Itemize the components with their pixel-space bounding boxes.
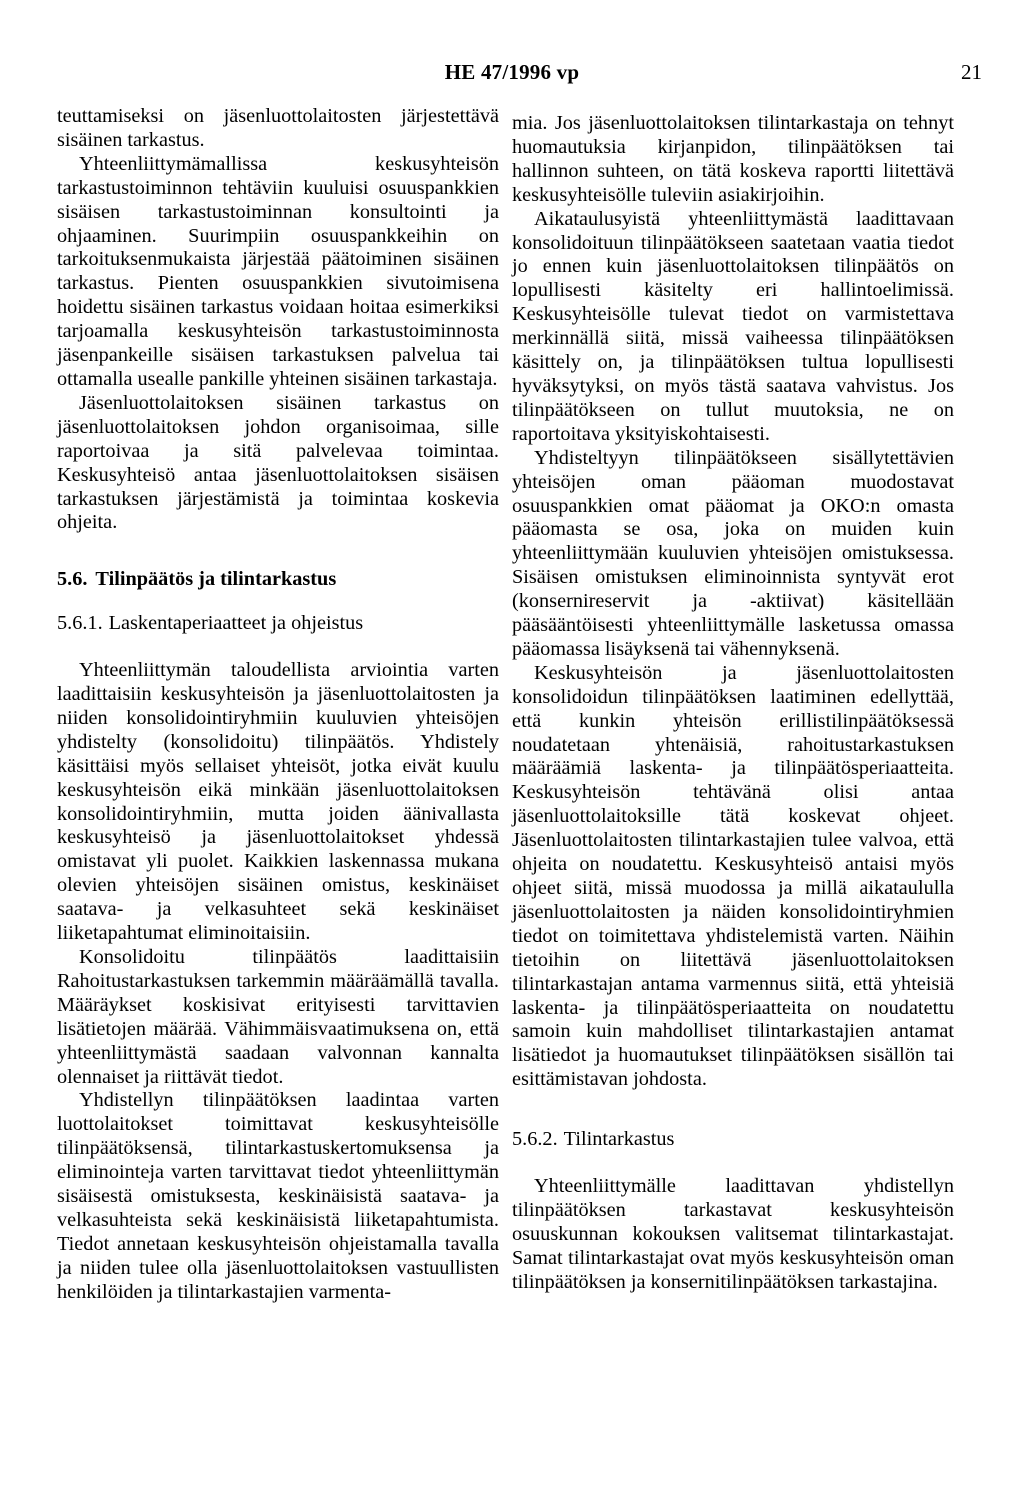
subsection-heading (57, 612, 499, 636)
paragraph: Yhteenliittymälle laadittavan yhdistellyn tilinpäätöksen tarkastavat keskusyhteisön osuuskunnan kokouksen valitsemat tilintarkastajat. Samat tilintarkastajat ovat myös keskusyhteisön oman tilinpäätöksen ja konsernitilinpäätöksen tarkastajina. (512, 1175, 954, 1293)
section-number: 5.6. (57, 568, 88, 591)
paragraph: Jäsenluottolaitoksen sisäinen tarkastus on jäsenluottolaitoksen johdon organisoimaa, sille raportoivaa ja sitä palvelevaa toimintaa. Keskusyhteisö antaa jäsenluottolaitoksen sisäisen tarkastuksen järjestämistä ja toimintaa koskevia ohjeita. (57, 391, 499, 534)
section-heading (57, 568, 499, 592)
left-column (57, 105, 499, 1305)
paragraph: Yhteenliittymämallissa keskusyhteisön tarkastustoiminnon tehtäviin kuuluisi osuuspankkien sisäisen tarkastustoiminnan konsultointi ja ohjaaminen. Suurimpiin osuuspankkeihin on tarkoituksenmukaista järjestää päätoiminen sisäinen tarkastus. Pienten osuuspankkien sivutoimisena hoidettu sisäinen tarkastus voidaan hoitaa esimerkiksi tarjoamalla keskusyhteisön tarkastustoiminnosta jäsenpankeille sisäisen tarkastuksen palvelua tai ottamalla usealle pankille yhteinen sisäinen tarkastaja. (57, 152, 499, 390)
right-column (512, 112, 954, 1295)
paragraph: Yhdisteltyyn tilinpäätökseen sisällytettävien yhteisöjen oman pääoman muodostavat osuuspankkien omat pääomat ja OKO:n omasta pääomasta se osa, joka on muiden kuin yhteenliittymään kuuluvien yhteisöjen omistuksessa. Sisäisen omistuksen eliminoinnista syntyvät erot (konsernireservit ja -aktiivat) käsitellään pääsääntöisesti yhteenliittymälle lasketussa omassa pääomassa lisäyksenä tai vähennyksenä. (512, 446, 954, 660)
subsection-heading (512, 1128, 954, 1152)
page-header-title: HE 47/1996 vp (444, 60, 580, 84)
paragraph: Aikataulusyistä yhteenliittymästä laadittavaan konsolidoituun tilinpäätökseen saatetaan vaatia tiedot jo ennen kuin jäsenluottolaitoksen tilinpäätös on lopullisesti käsitelty eri hallintoelimissä. Keskusyhteisölle tulevat tiedot on varmistettava merkinnällä siitä, missä vaiheessa tilinpäätöksen käsittely on, ja tilinpäätöksen tultua lopullisesti hyväksytyksi, on myös tästä saatava vahvistus. Jos tilinpäätökseen on tullut muutoksia, ne on raportoitava yksityiskohtaisesti. (512, 207, 954, 445)
paragraph: mia. Jos jäsenluottolaitoksen tilintarkastaja on tehnyt huomautuksia kirjanpidon, tilinpäätöksen tai hallinnon suhteen, on tätä koskeva raportti liitettävä keskusyhteisölle tuleviin asiakirjoihin. (512, 112, 954, 206)
paragraph: Yhdistellyn tilinpäätöksen laadintaa varten luottolaitokset toimittavat keskusyhteisölle tilinpäätöksensä, tilintarkastuskertomuksensa ja eliminointeja varten tarvittavat tiedot yhteenliittymän sisäisestä omistuksesta, keskinäisistä saatava- ja velkasuhteista sekä keskinäisistä liiketapahtumista. Tiedot annetaan keskusyhteisön ohjeistamalla tavalla ja niiden tulee olla jäsenluottolaitoksen vastuullisten henkilöiden ja tilintarkastajien varmenta- (57, 1089, 499, 1303)
subsection-number: 5.6.1. (57, 612, 103, 635)
paragraph: teuttamiseksi on jäsenluottolaitosten järjestettävä sisäinen tarkastus. (57, 105, 499, 151)
page-number: 21 (961, 60, 982, 84)
paragraph: Yhteenliittymän taloudellista arviointia varten laadittaisiin keskusyhteisön ja jäsenluottolaitosten ja niiden konsolidointiryhmiin kuuluvien yhteisöjen yhdistelty (konsolidoitu) tilinpäätös. Yhdistely käsittäisi myös sellaiset yhteisöt, jotka eivät kuulu keskusyhteisön eikä minkään jäsenluottolaitoksen konsolidointiryhmiin, mutta joiden äänivallasta keskusyhteisö ja jäsenluottolaitokset yhdessä omistavat yli puolet. Kaikkien laskennassa mukana olevien yhteisöjen sisäinen omistus, keskinäiset saatava- ja velkasuhteet sekä keskinäiset liiketapahtumat eliminoitaisiin. (57, 659, 499, 945)
subsection-title: Laskentaperiaatteet ja ohjeistus (108, 612, 364, 635)
subsection-number: 5.6.2. (512, 1128, 558, 1151)
section-title: Tilinpäätös ja tilintarkastus (95, 568, 337, 591)
paragraph: Keskusyhteisön ja jäsenluottolaitosten konsolidoidun tilinpäätöksen laatiminen edellyttää, että kunkin yhteisön erillistilinpäätöksessä noudatetaan yhtenäisiä, rahoitustarkastuksen määräämiä laskenta- ja tilinpäätösperiaatteita. Keskusyhteisön tehtävänä olisi antaa jäsenluottolaitoksille tätä koskevat ohjeet. Jäsenluottolaitosten tilintarkastajien tulee valvoa, että ohjeita on noudatettu. Keskusyhteisö antaisi myös ohjeet siitä, missä muodossa ja millä aikataululla jäsenluottolaitosten ja näiden konsolidointiryhmien tiedot on toimitettava yhdistelemistä varten. Näihin tietoihin on liitettävä jäsenluottolaitoksen tilintarkastajan antama varmennus siitä, että yhteisiä laskenta- ja tilinpäätösperiaatteita on noudatettu samoin kuin mahdolliset tilintarkastajien antamat lisätiedot ja huomautukset tilinpäätöksen sisällön tai esittämistavan johdosta. (512, 661, 954, 1091)
subsection-title: Tilintarkastus (563, 1128, 675, 1151)
paragraph: Konsolidoitu tilinpäätös laadittaisiin Rahoitustarkastuksen tarkemmin määräämällä tavalla. Määräykset koskisivat erityisesti tarvittavien lisätietojen määrää. Vähimmäisvaatimuksena on, että yhteenliittymästä saadaan valvonnan kannalta olennaiset ja riittävät tiedot. (57, 946, 499, 1088)
